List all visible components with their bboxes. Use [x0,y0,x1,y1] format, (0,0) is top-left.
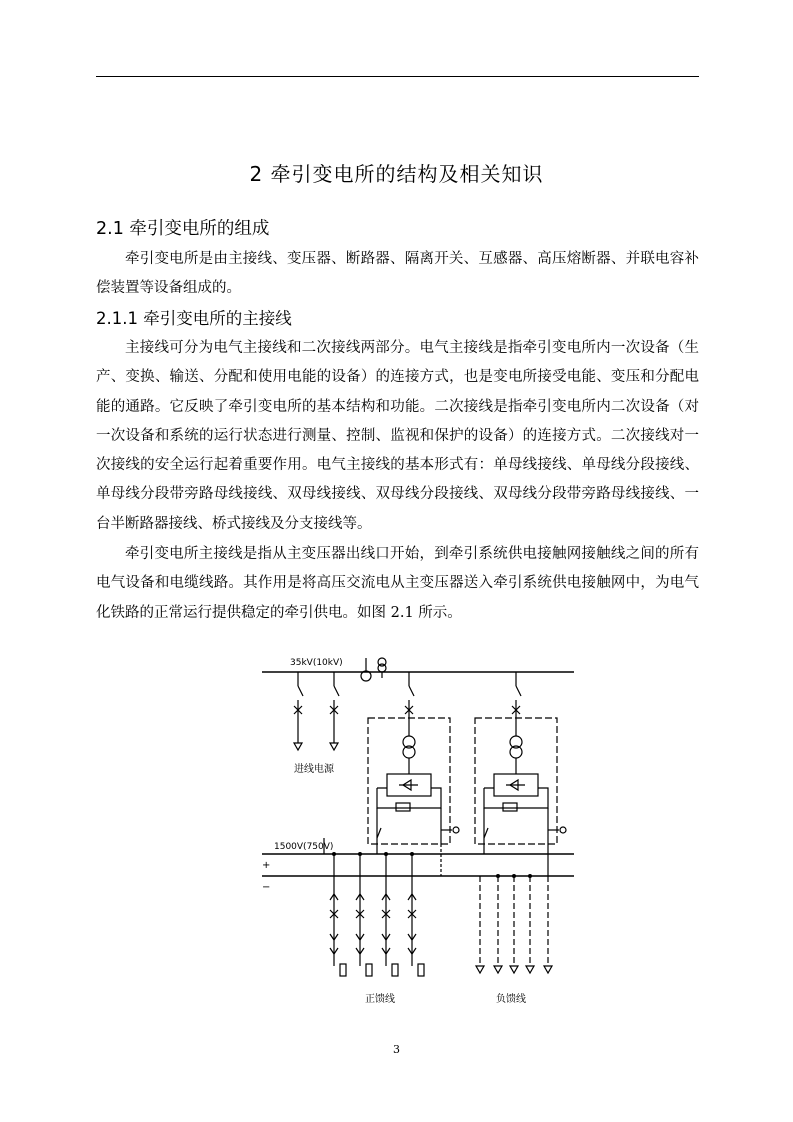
subsection-heading: 2.1.1 牵引变电所的主接线 [96,309,292,328]
positive-feeder-label: 正馈线 [365,994,395,1005]
paragraph-traction-wiring: 牵引变电所主接线是指从主变压器出线口开始，到牵引系统供电接触网接触线之间的所有电气设备和电缆线路。其作用是将高压交流电从主变压器送入牵引系统供电接触网中，为电气化铁路的正常运行提供稳定的牵引供电。如图 2.1 所示。 [96,546,699,621]
dc-bus-label: 1500V(750V) [274,842,334,852]
hv-bus-label: 35kV(10kV) [290,658,343,668]
header-rule [96,76,699,77]
main-wiring-diagram [260,648,574,1010]
paragraph-composition: 牵引变电所是由主接线、变压器、断路器、隔离开关、互感器、高压熔断器、并联电容补偿装置等设备组成的。 [96,251,699,297]
minus-sign: − [262,882,271,893]
incoming-power-label: 进线电源 [294,764,334,775]
section-heading: 2.1 牵引变电所的组成 [96,219,270,239]
paragraph-main-wiring: 主接线可分为电气主接线和二次接线两部分。电气主接线是指牵引变电所内一次设备（生产、变换、输送、分配和使用电能的设备）的连接方式，也是变电所接受电能、变压和分配电能的通路。它反映了牵引变电所的基本结构和功能。二次接线是指牵引变电所内二次设备（对一次设备和系统的运行状态进行测量、控制、监视和保护的设备）的连接方式。二次接线对一次接线的安全运行起着重要作用。电气主接线的基本形式有：单母线接线、单母线分段接线、单母线分段带旁路母线接线、双母线接线、双母线分段接线、双母线分段带旁路母线接线、一台半断路器接线、桥式接线及分支接线等。 [96,340,699,532]
chapter-title: 2 牵引变电所的结构及相关知识 [249,162,544,186]
page-number: 3 [393,1043,400,1056]
negative-feeder-label: 负馈线 [496,994,526,1005]
plus-sign: + [262,860,271,871]
